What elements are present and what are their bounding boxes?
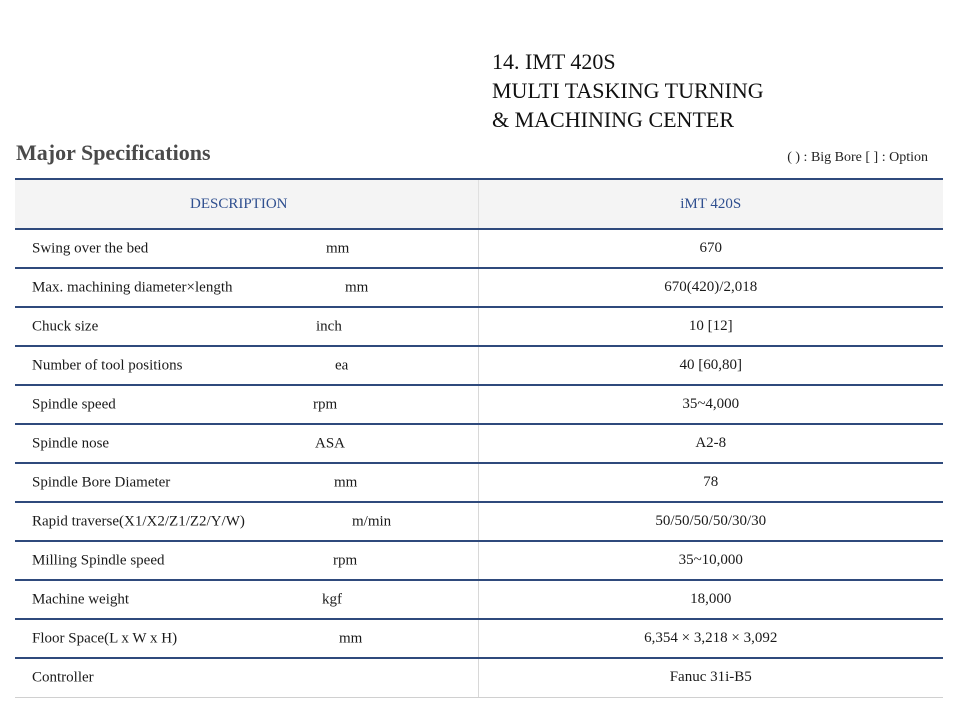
spec-unit: rpm (333, 552, 358, 568)
spec-value: 35~4,000 (478, 385, 943, 424)
spec-label: Spindle speed (32, 396, 116, 412)
spec-value: 670 (478, 229, 943, 268)
spec-label: Machine weight (32, 591, 130, 607)
spec-table (15, 178, 943, 698)
spec-value: A2-8 (478, 424, 943, 463)
spec-label: Rapid traverse(X1/X2/Z1/Z2/Y/W) (32, 513, 245, 529)
description-cell (15, 229, 478, 268)
description-cell (15, 424, 478, 463)
table-row (15, 268, 943, 307)
description-cell (15, 502, 478, 541)
table-row (15, 502, 943, 541)
spec-value: 6,354 × 3,218 × 3,092 (478, 619, 943, 658)
table-row (15, 424, 943, 463)
spec-label: Number of tool positions (32, 357, 183, 373)
description-cell (15, 346, 478, 385)
table-row (15, 385, 943, 424)
spec-unit: ASA (315, 435, 346, 451)
table-row (15, 463, 943, 502)
table-row (15, 307, 943, 346)
spec-label: Max. machining diameter×length (32, 279, 233, 295)
product-title (492, 47, 764, 134)
spec-value: 40 [60,80] (478, 346, 943, 385)
spec-value: 670(420)/2,018 (478, 268, 943, 307)
spec-unit: ea (335, 357, 349, 373)
spec-label: Spindle nose (32, 435, 110, 451)
spec-value: 10 [12] (478, 307, 943, 346)
spec-label: Spindle Bore Diameter (32, 474, 171, 490)
spec-label: Controller (32, 669, 94, 686)
spec-unit: mm (339, 630, 363, 646)
column-header-model: iMT 420S (478, 179, 943, 229)
spec-unit: kgf (322, 591, 342, 607)
table-header-row (15, 179, 943, 229)
spec-unit: inch (316, 318, 342, 334)
description-cell (15, 541, 478, 580)
spec-label: Floor Space(L x W x H) (32, 630, 178, 646)
description-cell (15, 619, 478, 658)
table-row (15, 229, 943, 268)
table-row (15, 541, 943, 580)
spec-label: Chuck size (32, 318, 99, 334)
table-row (15, 658, 943, 697)
title-line-3: & MACHINING CENTER (492, 107, 734, 132)
spec-value: 78 (478, 463, 943, 502)
title-line-2: MULTI TASKING TURNING (492, 78, 764, 103)
spec-unit: m/min (352, 513, 392, 529)
spec-value: 50/50/50/50/30/30 (478, 502, 943, 541)
spec-unit: mm (345, 279, 369, 295)
description-cell (15, 658, 478, 697)
spec-label: Swing over the bed (32, 240, 149, 256)
description-cell (15, 307, 478, 346)
legend-note: ( ) : Big Bore [ ] : Option (787, 150, 928, 165)
spec-value: Fanuc 31i-B5 (478, 658, 943, 697)
table-row (15, 580, 943, 619)
spec-value: 18,000 (478, 580, 943, 619)
table-row (15, 346, 943, 385)
spec-value: 35~10,000 (478, 541, 943, 580)
column-header-description: DESCRIPTION (15, 179, 478, 229)
description-cell (15, 268, 478, 307)
description-cell (15, 385, 478, 424)
description-cell (15, 463, 478, 502)
section-title: Major Specifications (16, 140, 211, 165)
title-line-1: 14. IMT 420S (492, 49, 616, 74)
description-cell (15, 580, 478, 619)
spec-label: Milling Spindle speed (32, 552, 165, 568)
spec-unit: rpm (313, 396, 338, 412)
spec-unit: mm (334, 474, 358, 490)
table-row (15, 619, 943, 658)
spec-unit: mm (326, 240, 350, 256)
